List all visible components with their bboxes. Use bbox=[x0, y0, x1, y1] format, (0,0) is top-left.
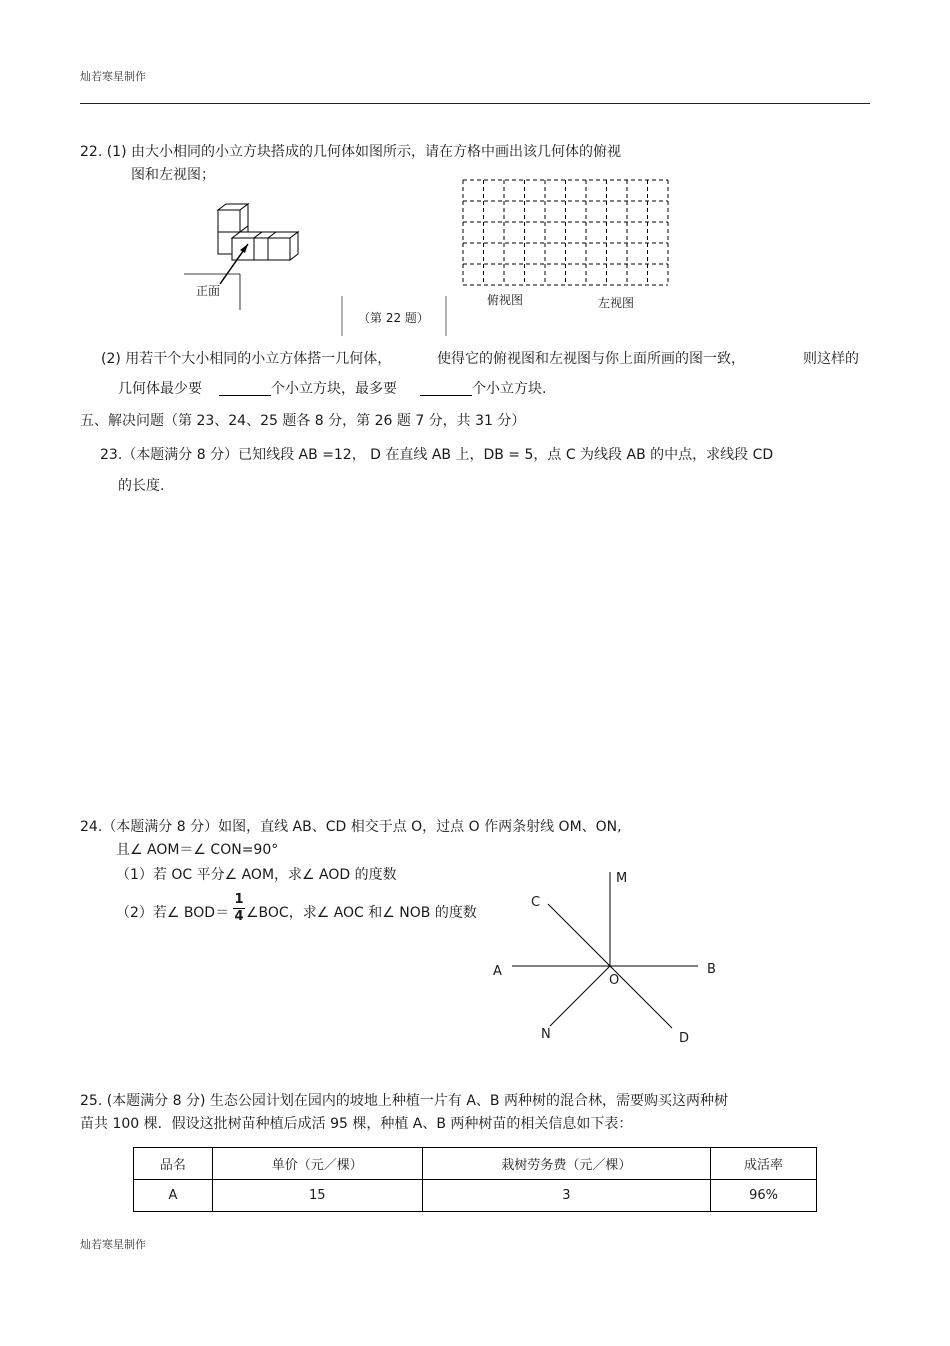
q22-part2-a: (2) 用若干个大小相同的小立方体搭一几何体， bbox=[101, 351, 392, 367]
label-N: N bbox=[541, 1027, 551, 1042]
table-cell: 3 bbox=[422, 1180, 711, 1212]
top-view-label: 俯视图 bbox=[487, 293, 524, 307]
q25-line2: 苗共 100 棵．假设这批树苗种植后成活 95 棵，种植 A、B 两种树苗的相关信息如下表： bbox=[80, 1116, 633, 1132]
table-cell: 96% bbox=[711, 1180, 817, 1212]
label-O: O bbox=[609, 973, 620, 988]
page-footer: 灿若寒星制作 bbox=[80, 1238, 146, 1251]
table-header-cell: 单价（元／棵） bbox=[212, 1148, 422, 1180]
table-cell: 15 bbox=[212, 1180, 422, 1212]
fraction-denominator: 4 bbox=[234, 909, 244, 924]
q24-line1: 24.（本题满分 8 分）如图，直线 AB、CD 相交于点 O，过点 O 作两条射线 OM、ON, bbox=[80, 819, 622, 835]
table-header-cell: 栽树劳务费（元／棵） bbox=[422, 1148, 711, 1180]
q24-sub1: （1）若 OC 平分∠ AOM，求∠ AOD 的度数 bbox=[116, 867, 397, 883]
answer-blank-min[interactable] bbox=[219, 395, 271, 396]
table-header-row bbox=[134, 1148, 817, 1180]
q22-part2-b: 使得它的俯视图和左视图与你上面所画的图一致， bbox=[437, 351, 745, 367]
header-rule bbox=[80, 103, 870, 104]
front-label: 正面 bbox=[196, 284, 221, 298]
q23-line2: 的长度. bbox=[118, 478, 165, 494]
cube-figure bbox=[182, 200, 302, 320]
figure-caption: （第 22 题） bbox=[358, 311, 429, 325]
q22-part2-line2-c: 个小立方块. bbox=[472, 381, 547, 397]
table-row bbox=[134, 1180, 817, 1212]
page-header: 灿若寒星制作 bbox=[80, 70, 146, 83]
table-header-cell: 品名 bbox=[134, 1148, 213, 1180]
label-B: B bbox=[707, 962, 716, 977]
q24-sub2-a: （2）若∠ BOD＝ bbox=[116, 905, 230, 921]
label-A: A bbox=[493, 964, 502, 979]
seedling-info-table bbox=[133, 1147, 817, 1212]
answer-blank-max[interactable] bbox=[420, 395, 472, 396]
label-M: M bbox=[616, 871, 628, 886]
angle-diagram bbox=[480, 860, 730, 1060]
table-cell: A bbox=[134, 1180, 213, 1212]
label-C: C bbox=[531, 895, 541, 910]
q22-line1: 22. (1) 由大小相同的小立方块搭成的几何体如图所示，请在方格中画出该几何体的俯视 bbox=[80, 144, 621, 160]
q24-sub2-b: ∠BOC，求∠ AOC 和∠ NOB 的度数 bbox=[246, 905, 477, 921]
q22-part2-line2-b: 个小立方块，最多要 bbox=[271, 381, 397, 397]
left-view-label: 左视图 bbox=[598, 296, 635, 310]
fraction-one-quarter bbox=[233, 893, 245, 924]
fraction-numerator: 1 bbox=[234, 892, 244, 907]
q24-line2: 且∠ AOM＝∠ CON=90° bbox=[116, 842, 279, 858]
q22-part2-line2-a: 几何体最少要 bbox=[118, 381, 202, 397]
drawing-grid bbox=[462, 179, 670, 287]
label-D: D bbox=[679, 1031, 690, 1046]
q25-line1: 25. (本题满分 8 分) 生态公园计划在园内的坡地上种植一片有 A、B 两种树的混合林，需要购买这两种树 bbox=[80, 1093, 728, 1109]
table-header-cell: 成活率 bbox=[711, 1148, 817, 1180]
q22-part2-c: 则这样的 bbox=[803, 351, 859, 367]
q23-line1: 23.（本题满分 8 分）已知线段 AB =12， D 在直线 AB 上，DB = 5，点 C 为线段 AB 的中点，求线段 CD bbox=[100, 447, 774, 463]
section5-heading: 五、解决问题（第 23、24、25 题各 8 分，第 26 题 7 分，共 31 分） bbox=[80, 413, 526, 429]
q22-line2: 图和左视图； bbox=[131, 167, 215, 183]
